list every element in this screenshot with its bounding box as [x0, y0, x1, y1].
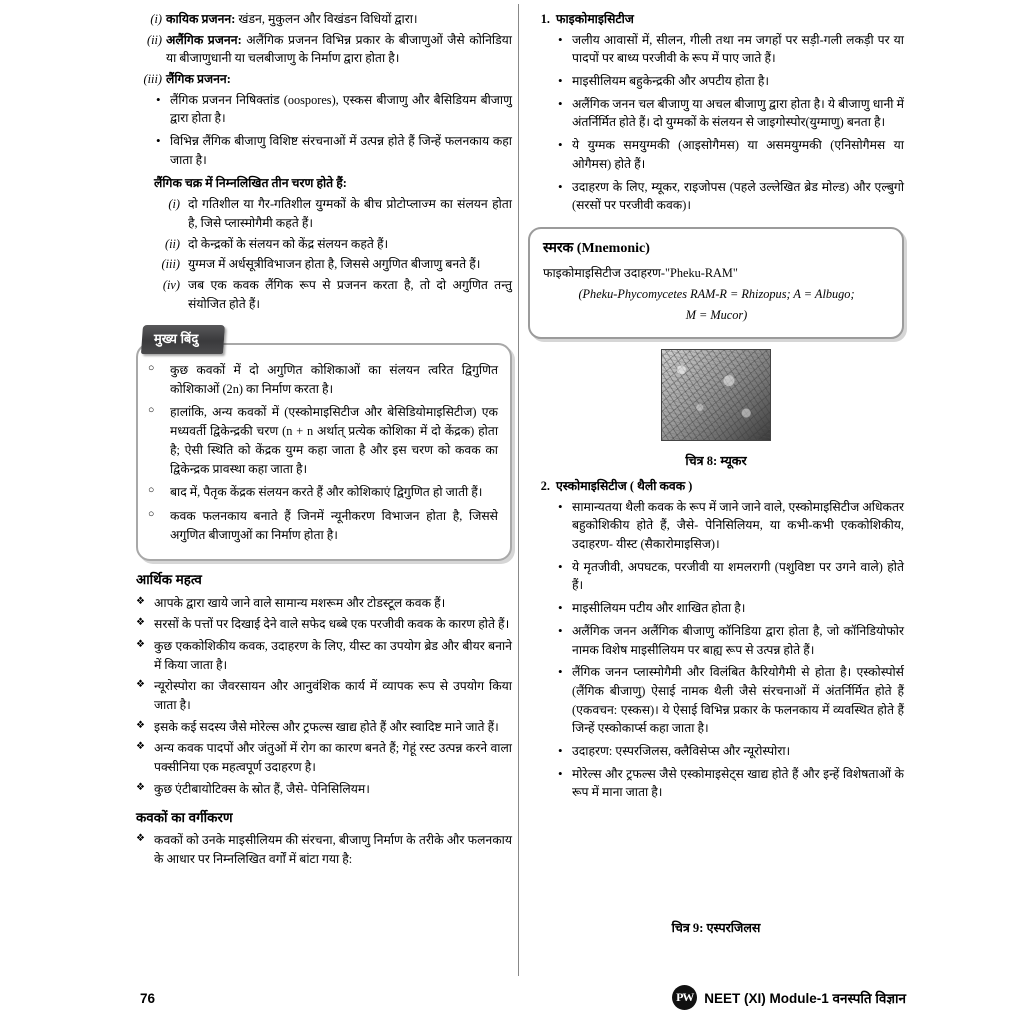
section-heading-classification: कवकों का वर्गीकरण	[136, 809, 233, 825]
list-item-text: ये मृतजीवी, अपघटक, परजीवी या शमलरागी (पशुविष्टा पर उगने वाले) होते हैं।	[572, 559, 904, 593]
list-item-text: दो गतिशील या गैर-गतिशील युग्मकों के बीच प्रोटोप्लाज्म का संलयन होता है, जिसे प्लास्मोगैमी कहते हैं।	[188, 197, 512, 230]
list-item	[136, 637, 512, 674]
list-item-text: माइसीलियम पटीय और शाखित होता है।	[572, 601, 746, 616]
list-item	[136, 31, 512, 68]
list-item-lead: कायिक प्रजनन:	[166, 12, 236, 26]
brand-label: NEET (XI) Module-1 वनस्पति विज्ञान	[704, 990, 906, 1006]
mnemonic-box	[528, 227, 904, 339]
column-divider	[518, 4, 519, 976]
list-item-text: अन्य कवक पादपों और जंतुओं में रोग का कारण बनते हैं; गेहूं रस्ट उत्पन्न करने वाला पक्सीनिया एक महत्वपूर्ण उदाहरण है।	[154, 741, 512, 775]
list-item-text: आपके द्वारा खाये जाने वाले सामान्य मशरूम और टोडस्टूल कवक हैं।	[154, 595, 446, 610]
list-item	[136, 677, 512, 714]
list-item	[556, 765, 904, 802]
section-heading-economic: आर्थिक महत्व	[136, 572, 202, 588]
figure-9-image	[661, 816, 771, 908]
list-item-text: उदाहरण: एस्परजिलस, क्लैविसेप्स और न्यूरोस्पोरा।	[572, 743, 791, 758]
figure-8-image	[661, 349, 771, 441]
list-item-text: कवकों को उनके माइसीलियम की संरचना, बीजाणु निर्माण के तरीके और फलनकाय के आधार पर निम्नलिखित वर्गों में बांटा गया है:	[154, 832, 512, 866]
list-item	[556, 31, 904, 68]
list-item	[154, 91, 512, 128]
right-column	[528, 10, 904, 940]
section-number: 1.	[540, 12, 550, 26]
list-item-text: कवक फलनकाय बनाते हैं जिनमें न्यूनीकरण विभाजन होता है, जिससे अगुणित बीजाणुओं का निर्माण होता है।	[170, 508, 498, 542]
list-item	[556, 558, 904, 595]
list-item	[148, 403, 498, 478]
section-number: 2.	[540, 479, 550, 494]
figure-9-label: चित्र 9:	[671, 920, 704, 935]
sexual-cycle-heading: लैंगिक चक्र में निम्नलिखित तीन चरण होते हैं:	[154, 175, 347, 190]
list-item	[148, 507, 498, 544]
list-item	[136, 831, 512, 868]
list-item	[148, 361, 498, 398]
figure-8-label: चित्र 8:	[685, 453, 718, 468]
list-item-text: अलैंगिक प्रजनन विभिन्न प्रकार के बीजाणुओं जैसे कोनिडिया या बीजाणुधानी या चलबीजाणु के निर्माण द्वारा होता है।	[166, 32, 512, 66]
page-number: 76	[140, 991, 156, 1006]
list-item-text: लैंगिक प्रजनन निषिक्तांड (oospores), एस्कस बीजाणु और बैसिडियम बीजाणु द्वारा होता है।	[170, 92, 512, 126]
brand-footer	[672, 985, 906, 1010]
list-item	[136, 780, 512, 799]
list-item-text: हालांकि, अन्य कवकों में (एस्कोमाइसिटीज और बेसिडियोमाइसिटीज) एक मध्यवर्ती द्विकेन्द्रकी चरण (n + n अर्थात् प्रत्येक कोशिका में दो केंद्रक) होता है; ऐसी स्थिति को केंद्रक युग्म कहा जाता है और इस चरण को कवक का द्विकेन्द्रक प्रावस्था कहा जाता है।	[170, 405, 498, 476]
list-item-text: मोरेल्स और ट्रफल्स जैसे एस्कोमाइसेट्स खाद्य होते हैं और इन्हें विशेषताओं के रूप में माना जाता है।	[572, 766, 904, 800]
list-item-text: जब एक कवक लैंगिक रूप से प्रजनन करता है, तो दो अगुणित तन्तु संयोजित होते हैं।	[188, 277, 512, 311]
list-item-text: कुछ एंटीबायोटिक्स के स्रोत हैं, जैसे- पेनिसिलियम।	[154, 781, 370, 796]
figure-9	[528, 816, 904, 938]
list-item	[148, 483, 498, 502]
figure-8-caption	[528, 452, 904, 471]
list-item	[136, 615, 512, 634]
numbered-section-2	[528, 477, 904, 496]
list-marker: (ii)	[164, 236, 180, 251]
list-item	[556, 498, 904, 554]
list-item	[556, 178, 904, 215]
list-item-text: ये युग्मक समयुग्मकी (आइसोगैमस) या असमयुग्मकी (एनिसोगैमस या ओगैमस) होते हैं।	[572, 138, 904, 171]
list-item	[556, 742, 904, 761]
list-item-text: इसके कई सदस्य जैसे मोरेल्स और ट्रफल्स खाद्य होते हैं और स्वादिष्ट माने जाते हैं।	[154, 719, 499, 734]
list-item-text: बाद में, पैतृक केंद्रक संलयन करते हैं और कोशिकाएं द्विगुणित हो जाती हैं।	[170, 485, 483, 500]
list-item	[136, 718, 512, 737]
list-item	[136, 594, 512, 613]
list-item	[556, 72, 904, 91]
list-item-text: विभिन्न लैंगिक बीजाणु विशिष्ट संरचनाओं में उत्पन्न होते हैं जिन्हें फलनकाय कहा जाता है।	[170, 134, 512, 167]
list-marker: (ii)	[146, 32, 162, 47]
list-item	[556, 663, 904, 738]
list-item	[556, 622, 904, 659]
list-item-text: माइसीलियम बहुकेन्द्रकी और अपटीय होता है।	[572, 74, 770, 89]
list-item	[150, 255, 512, 274]
mnemonic-line-2: (Pheku-Phycomycetes RAM-R = Rhizopus; A = Albugo;	[578, 286, 855, 301]
left-column	[136, 10, 512, 871]
key-points-tab-label: मुख्य बिंदु	[154, 331, 199, 347]
list-item-text: सामान्यतया थैली कवक के रूप में जाने जाने वाले, एस्कोमाइसिटीज अधिकतर बहुकोशिकीय होते हैं, जैसे- पेनिसिलियम, या कभी-कभी एककोशिकीय, उदाहरण- यीस्ट (सैकारोमाइसिज)।	[572, 499, 904, 552]
list-marker: (iv)	[162, 277, 180, 292]
mnemonic-line-3: M = Mucor)	[685, 307, 748, 322]
list-item	[150, 195, 512, 232]
list-item-text: अलैंगिक जनन अलैंगिक बीजाणु कॉनिडिया द्वारा होता है, जो कॉनिडियोफोर नामक विशेष माइसीलियम पर बाह्य रूप से उत्पन्न होते हैं।	[572, 623, 904, 657]
list-item-text: दो केन्द्रकों के संलयन को केंद्र संलयन कहते हैं।	[188, 236, 389, 251]
list-item-text: उदाहरण के लिए, म्यूकर, राइजोपस (पहले उल्लेखित ब्रेड मोल्ड) और एल्बुगो (सरसों पर परजीवी कवक)।	[572, 179, 904, 213]
list-item-lead: लैंगिक प्रजनन:	[166, 72, 231, 87]
numbered-section-1	[528, 10, 904, 29]
pw-logo-icon: PW	[672, 985, 697, 1010]
list-marker: (iii)	[143, 72, 162, 87]
mnemonic-line-1: फाइकोमाइसिटीज उदाहरण-"Pheku-RAM"	[543, 266, 738, 281]
figure-8-caption-text: म्यूकर	[720, 453, 747, 468]
list-marker: (iii)	[161, 257, 180, 272]
list-item	[556, 95, 904, 132]
list-item	[150, 276, 512, 313]
key-points-tab	[141, 325, 225, 354]
list-item-text: युग्मज में अर्धसूत्रीविभाजन होता है, जिससे अगुणित बीजाणु बनते हैं।	[188, 257, 481, 272]
list-item	[556, 599, 904, 618]
list-item-text: लैंगिक जनन प्लास्मोगैमी और विलंबित कैरियोगैमी से होता है। एस्कोस्पोर्स (लैंगिक बीजाणु) ऐसाई नामक थैली जैसे संरचनाओं में अंतर्निर्मित होते हैं (एकवचन: एस्कस)। ये ऐसाई विभिन्न प्रकार के फलनकाय में व्यवस्थित होते हैं जिन्हें एस्कोकार्प्स कहा जाता है।	[572, 665, 904, 736]
list-item-text: न्यूरोस्पोरा का जैवरसायन और आनुवंशिक कार्य में व्यापक रूप से उपयोग किया जाता है।	[154, 679, 512, 713]
key-points-callout	[136, 325, 512, 561]
list-marker: (i)	[168, 197, 180, 212]
list-item	[154, 132, 512, 169]
list-item-text: खंडन, मुकुलन और विखंडन विधियों द्वारा।	[235, 12, 418, 26]
list-item-text: कुछ एककोशिकीय कवक, उदाहरण के लिए, यीस्ट का उपयोग ब्रेड और बीयर बनाने में किया जाता है।	[154, 639, 512, 672]
list-item-text: जलीय आवासों में, सीलन, गीली तथा नम जगहों पर सड़ी-गली लकड़ी पर या पादपों पर बाध्य परजीवी के रूप में पाए जाते हैं।	[572, 32, 904, 66]
list-item	[150, 235, 512, 254]
list-item-text: अलैंगिक जनन चल बीजाणु या अचल बीजाणु द्वारा होता है। ये बीजाणु धानी में अंतर्निर्मित होते हैं। दो युग्मकों के संलयन से जाइगोस्पोर(युग्माणु) बनता है।	[572, 96, 904, 130]
figure-9-caption	[528, 919, 904, 938]
figure-8	[528, 349, 904, 471]
list-item	[136, 10, 512, 29]
list-item-lead: अलैंगिक प्रजनन:	[166, 32, 242, 47]
section-title: फाइकोमाइसिटीज	[556, 12, 634, 26]
list-item-text: सरसों के पत्तों पर दिखाई देने वाले सफेद धब्बे एक परजीवी कवक के कारण होते हैं।	[154, 617, 510, 632]
key-points-box	[136, 343, 512, 561]
figure-9-caption-text: एस्परजिलस	[706, 920, 761, 935]
list-item	[136, 70, 512, 89]
list-item	[556, 136, 904, 173]
list-item-text: कुछ कवकों में दो अगुणित कोशिकाओं का संलयन त्वरित द्विगुणित कोशिकाओं (2n) का निर्माण करता है।	[170, 363, 498, 396]
list-marker: (i)	[150, 12, 162, 26]
list-item	[136, 739, 512, 776]
mnemonic-title: स्मरक (Mnemonic)	[543, 240, 650, 256]
section-title: एस्कोमाइसिटीज ( थैली कवक )	[556, 479, 693, 494]
page-footer	[0, 968, 1024, 1024]
